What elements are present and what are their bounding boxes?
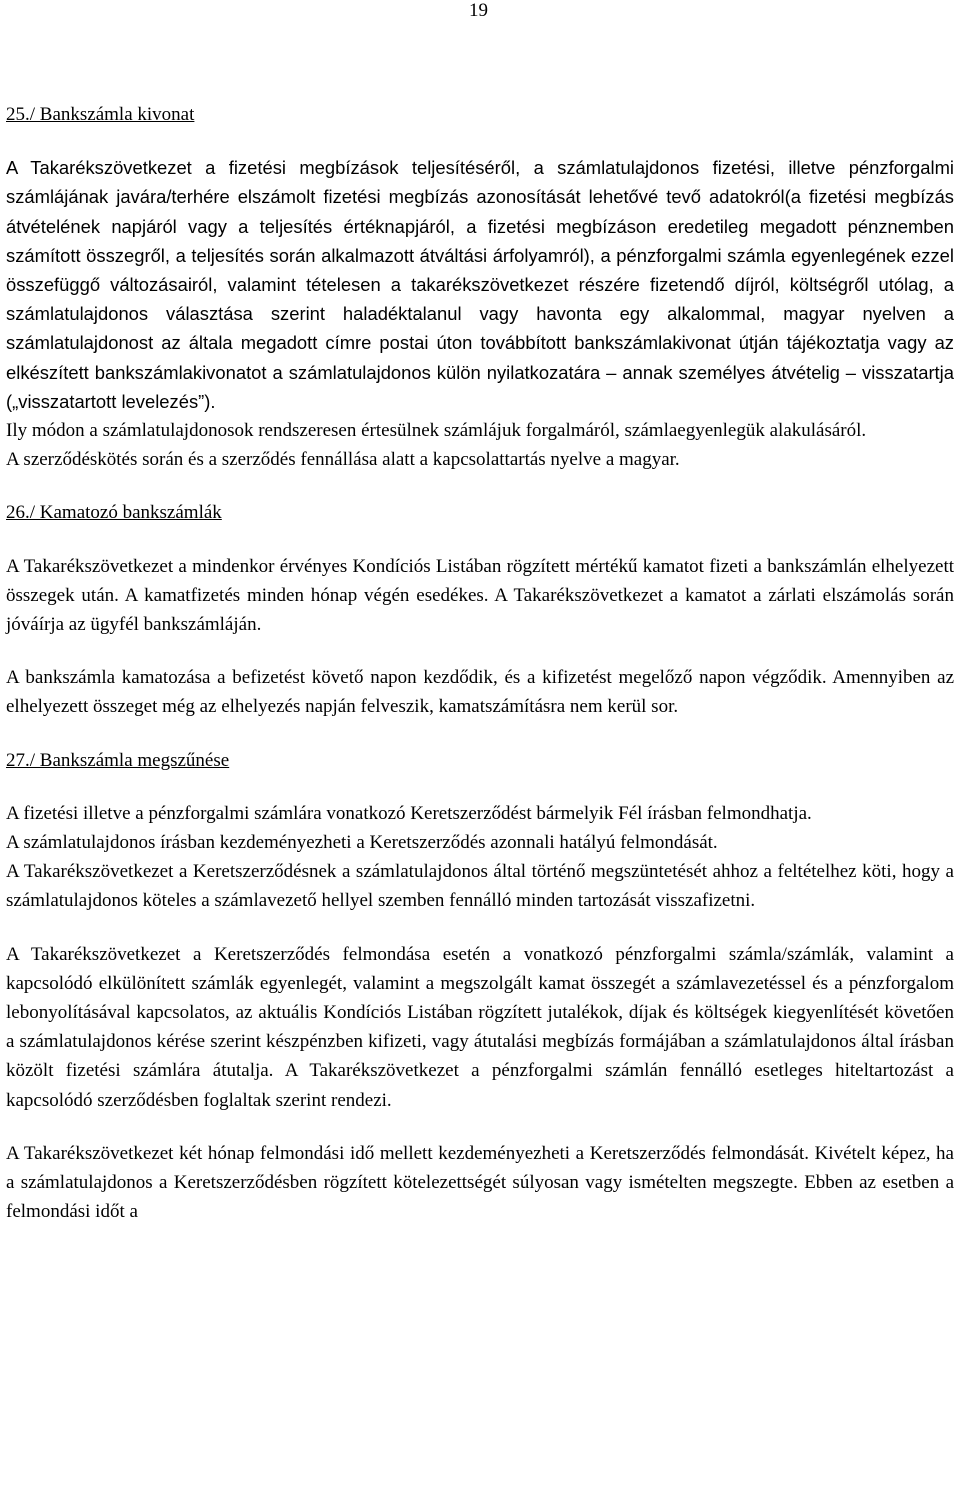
paragraph: A szerződéskötés során és a szerződés fennállása alatt a kapcsolattartás nyelve a magyar. xyxy=(6,449,680,471)
section-bankszamla-megszunese xyxy=(6,746,954,1227)
paragraph: A Takarékszövetkezet a Keretszerződés felmondása esetén a vonatkozó pénzforgalmi számla/számlák, valamint a kapcsolódó elkülönített számlák egyenlegét, valamint a megszolgált kamat összegét a számlavezetéssel és a pénzforgalom lebonyolításával kapcsolatos, az aktuális Kondíciós Listában rögzített jutalékok, díjak és költségek kiegyenlítését követően a számlatulajdonos kérése szerint készpénzben kifizeti, vagy átutalási megbízás formájában a számlatulajdonos által írásban közölt fizetési számlára átutalja. A Takarékszövetkezet a pénzforgalmi számlán fennálló esetleges hiteltartozást a kapcsolódó szerződésben foglaltak szerint rendezi. xyxy=(6,943,954,1111)
section-title: 26./ Kamatozó bankszámlák xyxy=(6,502,222,524)
paragraph: A Takarékszövetkezet a fizetési megbízások teljesítéséről, a számlatulajdonos fizetési, illetve pénzforgalmi számlájának javára/terhére elszámolt fizetési megbízás azonosítását lehetővé tevő adatokról(a fizetési megbízás átvételének napjáról vagy a teljesítés értéknapjáról, a fizetési megbízáson eredetileg megadott pénznemben számított összegről, a teljesítés során alkalmazott átváltási árfolyamról), a pénzforgalmi számla egyenlegének ezzel összefüggő változásairól, valamint tételesen a takarékszövetkezet részére fizetendő díjról, költségről utólag, a számlatulajdonos választása szerint haladéktalanul vagy havonta egy alkalommal, magyar nyelven a számlatulajdonost az általa megadott címre postai úton továbbított bankszámlakivonat útján tájékoztatja vagy az elkészített bankszámlakivonatot a számlatulajdonos külön nyilatkozatára – annak személyes átvételig – visszatartja („visszatartott levelezés”). xyxy=(6,157,954,412)
document-body xyxy=(6,100,954,1251)
section-kamatozo-bankszamlak xyxy=(6,498,954,721)
paragraph: A fizetési illetve a pénzforgalmi számlára vonatkozó Keretszerződést bármelyik Fél írásban felmondhatja. xyxy=(6,802,812,824)
paragraph: Ily módon a számlatulajdonosok rendszeresen értesülnek számlájuk forgalmáról, számlaegyenlegük alakulásáról. xyxy=(6,420,867,442)
paragraph: A Takarékszövetkezet a Keretszerződésnek a számlatulajdonos által történő megszüntetését ahhoz a feltételhez köti, hogy a számlatulajdonos köteles a számlavezető hellyel szemben fennálló minden tartozását visszafizetni. xyxy=(6,861,954,912)
paragraph: A Takarékszövetkezet a mindenkor érvényes Kondíciós Listában rögzített mértékű kamatot fizeti a bankszámlán elhelyezett összegek után. A kamatfizetés minden hónap végén esedékes. A Takarékszövetkezet a kamatot a zárlati elszámolás során jóváírja az ügyfél bankszámláján. xyxy=(6,555,954,636)
paragraph: A bankszámla kamatozása a befizetést követő napon kezdődik, és a kifizetést megelőző napon végződik. Amennyiben az elhelyezett összeget még az elhelyezés napján felveszik, kamatszámításra nem kerül sor. xyxy=(6,667,954,718)
section-bankszamla-kivonat xyxy=(6,100,954,474)
page-number: 19 xyxy=(469,0,488,21)
section-title: 27./ Bankszámla megszűnése xyxy=(6,749,230,771)
paragraph: A számlatulajdonos írásban kezdeményezheti a Keretszerződés azonnali hatályú felmondását. xyxy=(6,832,718,854)
paragraph: A Takarékszövetkezet két hónap felmondási idő mellett kezdeményezheti a Keretszerződés felmondását. Kivételt képez, ha a számlatulajdonos a Keretszerződésben rögzített kötelezettségét súlyosan vagy ismételten megszegte. Ebben az esetben a felmondási időt a xyxy=(6,1142,954,1223)
section-title: 25./ Bankszámla kivonat xyxy=(6,104,195,125)
